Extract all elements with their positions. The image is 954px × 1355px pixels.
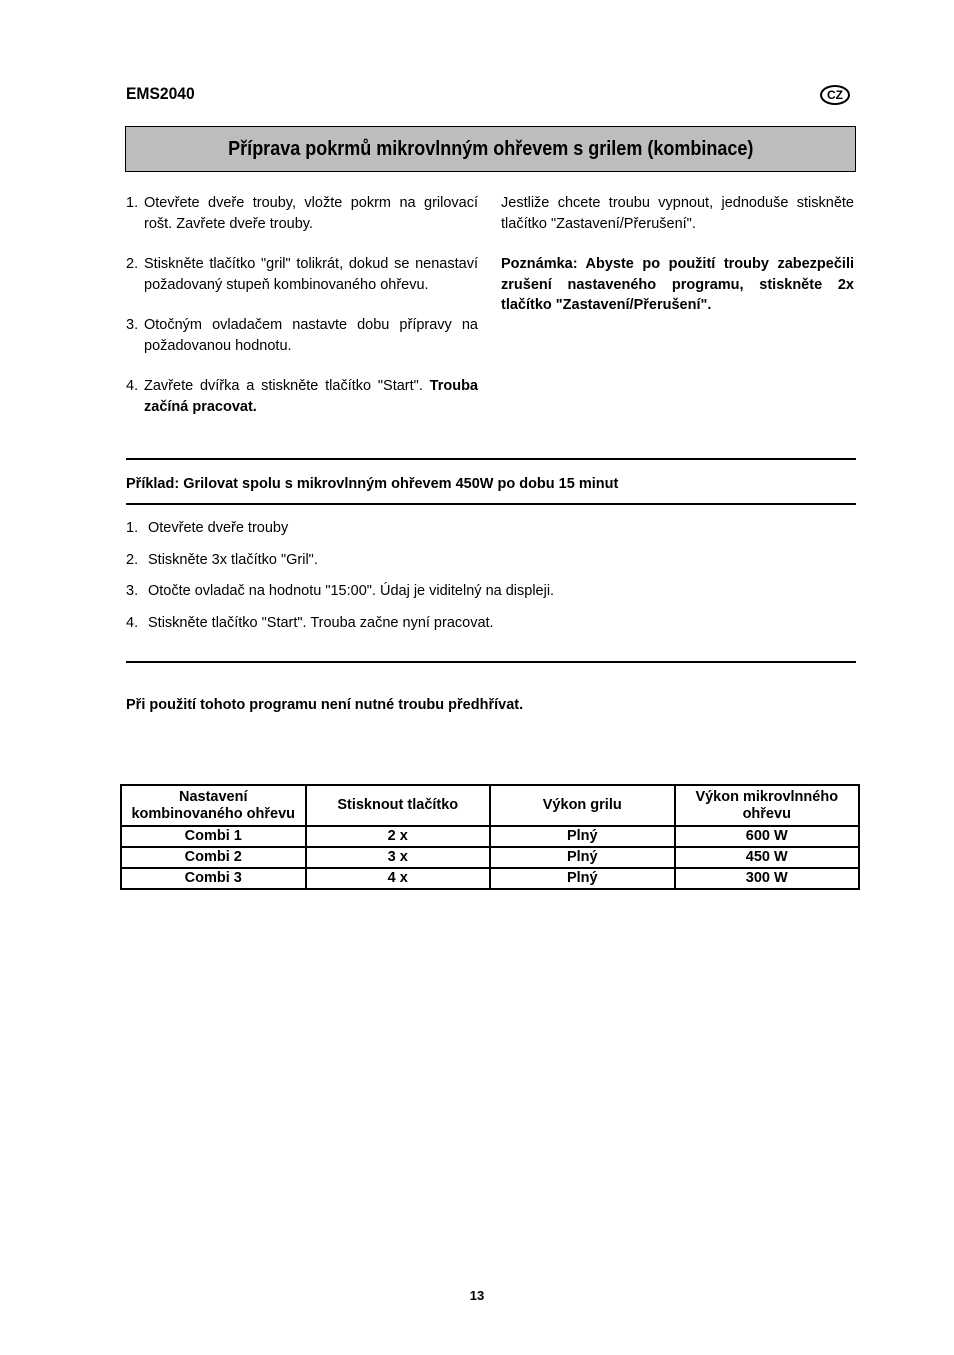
- table-cell: 450 W: [675, 847, 860, 868]
- section-title-box: [125, 126, 856, 172]
- instruction-step: [126, 315, 478, 356]
- step-text: Stiskněte 3x tlačítko "Gril".: [148, 551, 318, 568]
- stop-paragraph: Jestliže chcete troubu vypnout, jednoduše stiskněte tlačítko "Zastavení/Přerušení".: [501, 195, 854, 232]
- step-number: 4.: [126, 378, 139, 394]
- table-cell: Combi 3: [121, 868, 306, 889]
- step-text: Otevřete dveře trouby, vložte pokrm na grilovací rošt. Zavřete dveře trouby.: [144, 195, 478, 232]
- step-text: Stiskněte tlačítko "Start". Trouba začne nyní pracovat.: [148, 614, 494, 631]
- instructions-column: [126, 193, 478, 437]
- column-header: Výkon grilu: [490, 785, 675, 826]
- notes-column: [501, 193, 854, 336]
- example-step: [126, 615, 554, 647]
- step-text: Otočným ovladačem nastavte dobu přípravy na požadovanou hodnotu.: [144, 317, 478, 354]
- step-text-bold: Trouba začíná pracovat.: [144, 378, 478, 415]
- column-header: Výkon mikrovlnného ohřevu: [675, 785, 860, 826]
- table-cell: Combi 2: [121, 847, 306, 868]
- divider: [126, 661, 856, 663]
- step-text-regular: Zavřete dvířka a stiskněte tlačítko "Start".: [144, 378, 430, 394]
- combi-settings-table: [120, 784, 860, 890]
- step-number: 1.: [126, 520, 139, 536]
- table-cell: 300 W: [675, 868, 860, 889]
- step-number: 2.: [126, 551, 139, 568]
- section-title: Příprava pokrmů mikrovlnným ohřevem s grilem (kombinace): [227, 137, 754, 160]
- table-header-row: [121, 785, 859, 826]
- table-cell: Combi 1: [121, 826, 306, 847]
- example-title: Příklad: Grilovat spolu s mikrovlnným ohřevem 450W po dobu 15 minut: [126, 476, 619, 492]
- step-text: Otevřete dveře trouby: [148, 520, 289, 536]
- step-number: 4.: [126, 614, 139, 631]
- step-number: 3.: [126, 317, 139, 333]
- instruction-step: [126, 376, 478, 417]
- model-name: EMS2040: [126, 84, 195, 103]
- table-row: [121, 826, 859, 847]
- divider: [126, 458, 856, 460]
- page-number: 13: [469, 1288, 485, 1303]
- table-row: [121, 847, 859, 868]
- step-text: [144, 376, 478, 417]
- instruction-step: [126, 254, 478, 295]
- example-step: [126, 520, 554, 552]
- table-cell: Plný: [490, 826, 675, 847]
- table-cell: 2 x: [306, 826, 491, 847]
- example-step: [126, 552, 554, 584]
- divider: [126, 503, 856, 505]
- column-header: Nastavení kombinovaného ohřevu: [121, 785, 306, 826]
- table-cell: 3 x: [306, 847, 491, 868]
- column-header: Stisknout tlačítko: [306, 785, 491, 826]
- example-step: [126, 583, 554, 615]
- language-badge: CZ: [820, 85, 850, 105]
- table-cell: Plný: [490, 847, 675, 868]
- table-cell: 600 W: [675, 826, 860, 847]
- table-row: [121, 868, 859, 889]
- step-number: 3.: [126, 583, 139, 599]
- step-number: 1.: [126, 195, 139, 211]
- table-cell: Plný: [490, 868, 675, 889]
- warning-note: Poznámka: Abyste po použití trouby zabezpečili zrušení nastaveného programu, stiskněte 2x tlačítko "Zastavení/Přerušení".: [501, 256, 854, 313]
- example-steps: [126, 520, 554, 646]
- step-number: 2.: [126, 256, 139, 272]
- step-text: Stiskněte tlačítko "gril" tolikrát, dokud se nenastaví požadovaný stupeň kombinovaného ohřevu.: [144, 256, 478, 293]
- table-cell: 4 x: [306, 868, 491, 889]
- step-text: Otočte ovladač na hodnotu "15:00". Údaj je viditelný na displeji.: [148, 583, 555, 599]
- instruction-step: [126, 193, 478, 234]
- preheat-note: Při použití tohoto programu není nutné troubu předhřívat.: [126, 697, 524, 713]
